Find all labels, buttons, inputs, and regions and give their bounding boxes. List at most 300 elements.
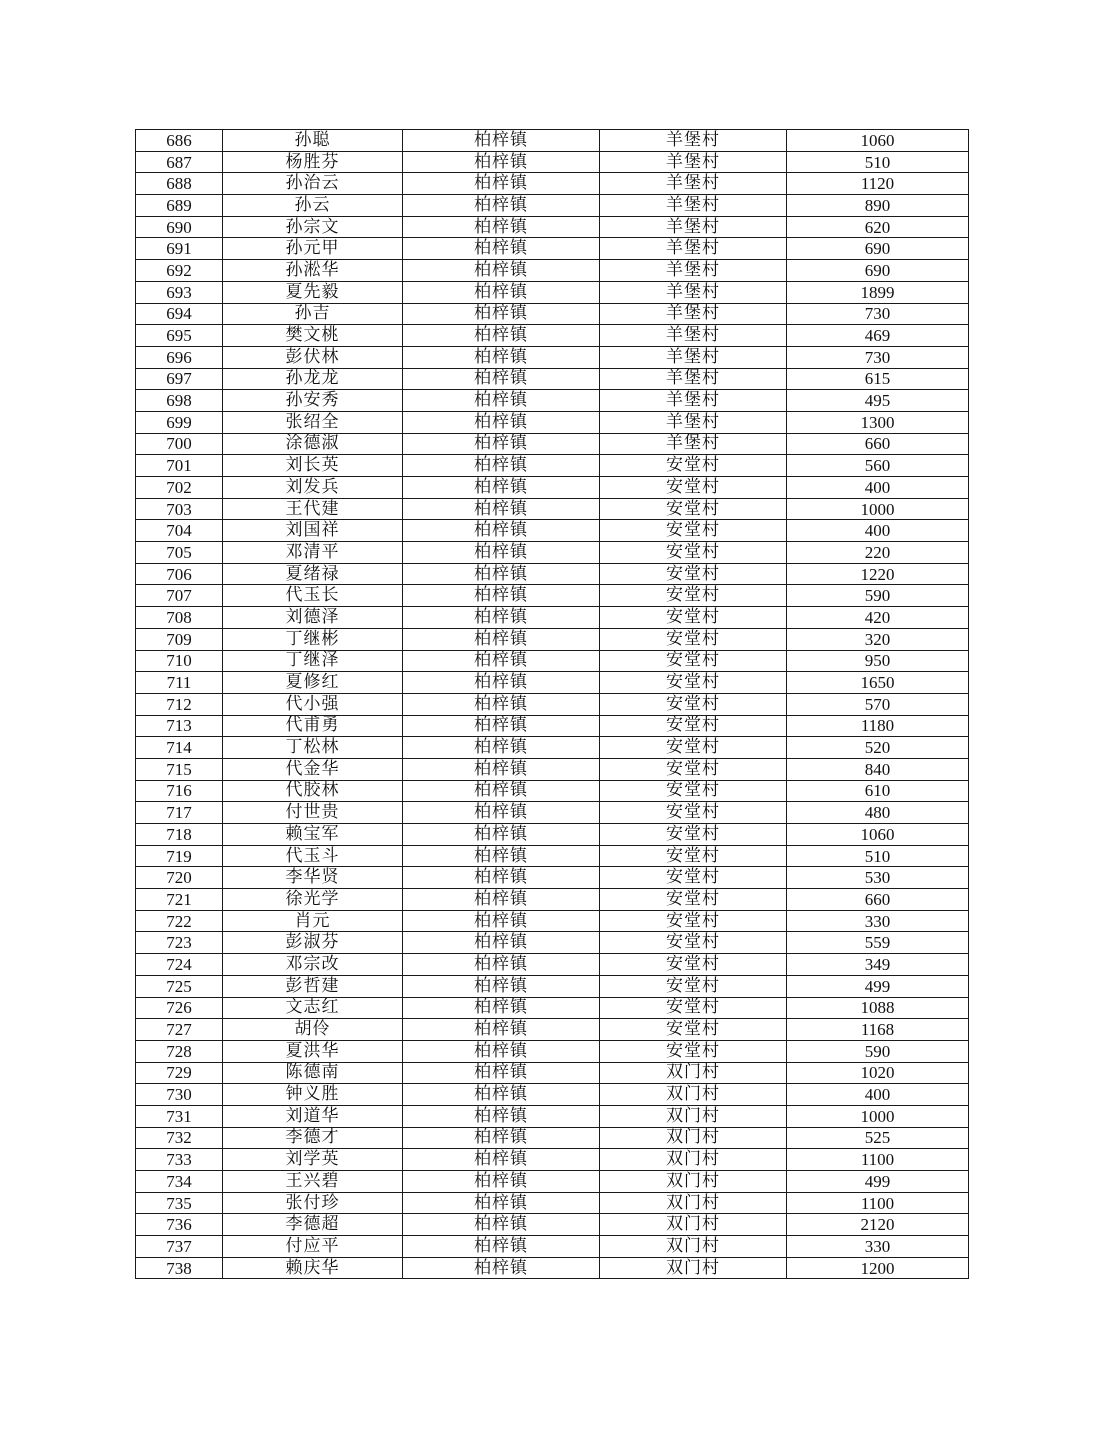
town-cell: 柏梓镇 — [403, 433, 600, 455]
row-number-cell: 713 — [136, 715, 223, 737]
table-row — [136, 195, 969, 217]
name-cell: 孙淞华 — [223, 260, 403, 282]
amount-cell: 620 — [787, 216, 969, 238]
town-cell: 柏梓镇 — [403, 867, 600, 889]
town-cell: 柏梓镇 — [403, 303, 600, 325]
table-row — [136, 1084, 969, 1106]
village-cell: 安堂村 — [600, 498, 787, 520]
row-number-cell: 717 — [136, 802, 223, 824]
town-cell: 柏梓镇 — [403, 1127, 600, 1149]
row-number-cell: 723 — [136, 932, 223, 954]
town-cell: 柏梓镇 — [403, 1019, 600, 1041]
table-row — [136, 368, 969, 390]
name-cell: 孙云 — [223, 195, 403, 217]
town-cell: 柏梓镇 — [403, 411, 600, 433]
table-row — [136, 1019, 969, 1041]
row-number-cell: 737 — [136, 1236, 223, 1258]
town-cell: 柏梓镇 — [403, 498, 600, 520]
table-row — [136, 845, 969, 867]
row-number-cell: 705 — [136, 542, 223, 564]
name-cell: 夏绪禄 — [223, 563, 403, 585]
name-cell: 刘发兵 — [223, 477, 403, 499]
town-cell: 柏梓镇 — [403, 563, 600, 585]
amount-cell: 1088 — [787, 997, 969, 1019]
row-number-cell: 719 — [136, 845, 223, 867]
amount-cell: 559 — [787, 932, 969, 954]
village-cell: 安堂村 — [600, 542, 787, 564]
town-cell: 柏梓镇 — [403, 390, 600, 412]
table-row — [136, 824, 969, 846]
village-cell: 安堂村 — [600, 910, 787, 932]
row-number-cell: 722 — [136, 910, 223, 932]
village-cell: 双门村 — [600, 1062, 787, 1084]
table-row — [136, 1257, 969, 1279]
table-row — [136, 1192, 969, 1214]
name-cell: 涂德淑 — [223, 433, 403, 455]
amount-cell: 469 — [787, 325, 969, 347]
table-row — [136, 325, 969, 347]
village-cell: 安堂村 — [600, 954, 787, 976]
name-cell: 孙宗文 — [223, 216, 403, 238]
table-row — [136, 585, 969, 607]
table-row — [136, 346, 969, 368]
row-number-cell: 697 — [136, 368, 223, 390]
name-cell: 代金华 — [223, 758, 403, 780]
amount-cell: 400 — [787, 477, 969, 499]
town-cell: 柏梓镇 — [403, 997, 600, 1019]
row-number-cell: 718 — [136, 824, 223, 846]
table-row — [136, 910, 969, 932]
village-cell: 羊堡村 — [600, 238, 787, 260]
amount-cell: 420 — [787, 607, 969, 629]
row-number-cell: 688 — [136, 173, 223, 195]
table-row — [136, 628, 969, 650]
name-cell: 孙元甲 — [223, 238, 403, 260]
town-cell: 柏梓镇 — [403, 1084, 600, 1106]
table-row — [136, 802, 969, 824]
name-cell: 刘国祥 — [223, 520, 403, 542]
amount-cell: 510 — [787, 845, 969, 867]
village-cell: 羊堡村 — [600, 303, 787, 325]
row-number-cell: 726 — [136, 997, 223, 1019]
town-cell: 柏梓镇 — [403, 824, 600, 846]
amount-cell: 499 — [787, 975, 969, 997]
amount-cell: 400 — [787, 1084, 969, 1106]
village-cell: 安堂村 — [600, 867, 787, 889]
village-cell: 双门村 — [600, 1171, 787, 1193]
name-cell: 邓清平 — [223, 542, 403, 564]
table-row — [136, 281, 969, 303]
amount-cell: 570 — [787, 693, 969, 715]
village-cell: 安堂村 — [600, 1019, 787, 1041]
amount-cell: 1200 — [787, 1257, 969, 1279]
row-number-cell: 714 — [136, 737, 223, 759]
amount-cell: 730 — [787, 346, 969, 368]
row-number-cell: 709 — [136, 628, 223, 650]
town-cell: 柏梓镇 — [403, 238, 600, 260]
amount-cell: 1650 — [787, 672, 969, 694]
name-cell: 丁松林 — [223, 737, 403, 759]
amount-cell: 1899 — [787, 281, 969, 303]
town-cell: 柏梓镇 — [403, 151, 600, 173]
row-number-cell: 720 — [136, 867, 223, 889]
amount-cell: 330 — [787, 1236, 969, 1258]
name-cell: 彭伏林 — [223, 346, 403, 368]
village-cell: 安堂村 — [600, 997, 787, 1019]
amount-cell: 615 — [787, 368, 969, 390]
row-number-cell: 702 — [136, 477, 223, 499]
table-row — [136, 390, 969, 412]
amount-cell: 1060 — [787, 130, 969, 152]
table-row — [136, 1236, 969, 1258]
name-cell: 彭哲建 — [223, 975, 403, 997]
name-cell: 李华贤 — [223, 867, 403, 889]
amount-cell: 480 — [787, 802, 969, 824]
village-cell: 安堂村 — [600, 758, 787, 780]
name-cell: 彭淑芬 — [223, 932, 403, 954]
row-number-cell: 693 — [136, 281, 223, 303]
table-row — [136, 411, 969, 433]
row-number-cell: 729 — [136, 1062, 223, 1084]
town-cell: 柏梓镇 — [403, 260, 600, 282]
amount-cell: 495 — [787, 390, 969, 412]
village-cell: 羊堡村 — [600, 411, 787, 433]
row-number-cell: 692 — [136, 260, 223, 282]
village-cell: 安堂村 — [600, 824, 787, 846]
table-row — [136, 130, 969, 152]
table-row — [136, 1214, 969, 1236]
row-number-cell: 730 — [136, 1084, 223, 1106]
row-number-cell: 699 — [136, 411, 223, 433]
name-cell: 孙龙龙 — [223, 368, 403, 390]
name-cell: 肖元 — [223, 910, 403, 932]
amount-cell: 520 — [787, 737, 969, 759]
village-cell: 安堂村 — [600, 628, 787, 650]
amount-cell: 590 — [787, 585, 969, 607]
village-cell: 安堂村 — [600, 672, 787, 694]
row-number-cell: 691 — [136, 238, 223, 260]
village-cell: 安堂村 — [600, 1040, 787, 1062]
village-cell: 双门村 — [600, 1214, 787, 1236]
name-cell: 徐光学 — [223, 889, 403, 911]
name-cell: 孙吉 — [223, 303, 403, 325]
row-number-cell: 734 — [136, 1171, 223, 1193]
amount-cell: 1100 — [787, 1149, 969, 1171]
amount-cell: 1168 — [787, 1019, 969, 1041]
amount-cell: 1100 — [787, 1192, 969, 1214]
name-cell: 赖庆华 — [223, 1257, 403, 1279]
name-cell: 王代建 — [223, 498, 403, 520]
row-number-cell: 690 — [136, 216, 223, 238]
name-cell: 樊文桃 — [223, 325, 403, 347]
village-cell: 安堂村 — [600, 737, 787, 759]
table-row — [136, 975, 969, 997]
table-row — [136, 455, 969, 477]
town-cell: 柏梓镇 — [403, 672, 600, 694]
row-number-cell: 711 — [136, 672, 223, 694]
village-cell: 羊堡村 — [600, 325, 787, 347]
table-row — [136, 954, 969, 976]
row-number-cell: 732 — [136, 1127, 223, 1149]
village-cell: 安堂村 — [600, 975, 787, 997]
table-row — [136, 216, 969, 238]
town-cell: 柏梓镇 — [403, 520, 600, 542]
row-number-cell: 728 — [136, 1040, 223, 1062]
village-cell: 安堂村 — [600, 889, 787, 911]
village-cell: 双门村 — [600, 1236, 787, 1258]
table-row — [136, 238, 969, 260]
table-row — [136, 433, 969, 455]
table-row — [136, 758, 969, 780]
name-cell: 赖宝军 — [223, 824, 403, 846]
town-cell: 柏梓镇 — [403, 1149, 600, 1171]
town-cell: 柏梓镇 — [403, 1214, 600, 1236]
town-cell: 柏梓镇 — [403, 975, 600, 997]
table-row — [136, 1040, 969, 1062]
village-cell: 羊堡村 — [600, 130, 787, 152]
name-cell: 刘长英 — [223, 455, 403, 477]
row-number-cell: 731 — [136, 1105, 223, 1127]
amount-cell: 1120 — [787, 173, 969, 195]
amount-cell: 1020 — [787, 1062, 969, 1084]
row-number-cell: 735 — [136, 1192, 223, 1214]
town-cell: 柏梓镇 — [403, 1257, 600, 1279]
amount-cell: 690 — [787, 260, 969, 282]
table-row — [136, 542, 969, 564]
town-cell: 柏梓镇 — [403, 910, 600, 932]
table-row — [136, 477, 969, 499]
amount-cell: 220 — [787, 542, 969, 564]
table-row — [136, 607, 969, 629]
row-number-cell: 736 — [136, 1214, 223, 1236]
name-cell: 胡伶 — [223, 1019, 403, 1041]
table-row — [136, 889, 969, 911]
name-cell: 代胶林 — [223, 780, 403, 802]
town-cell: 柏梓镇 — [403, 1062, 600, 1084]
name-cell: 夏洪华 — [223, 1040, 403, 1062]
name-cell: 代玉长 — [223, 585, 403, 607]
village-cell: 安堂村 — [600, 650, 787, 672]
town-cell: 柏梓镇 — [403, 585, 600, 607]
amount-cell: 510 — [787, 151, 969, 173]
village-cell: 羊堡村 — [600, 346, 787, 368]
name-cell: 孙治云 — [223, 173, 403, 195]
name-cell: 代甫勇 — [223, 715, 403, 737]
name-cell: 丁继彬 — [223, 628, 403, 650]
amount-cell: 690 — [787, 238, 969, 260]
town-cell: 柏梓镇 — [403, 130, 600, 152]
row-number-cell: 703 — [136, 498, 223, 520]
village-cell: 羊堡村 — [600, 368, 787, 390]
town-cell: 柏梓镇 — [403, 346, 600, 368]
amount-cell: 525 — [787, 1127, 969, 1149]
roster-table — [135, 129, 969, 1279]
table-row — [136, 520, 969, 542]
name-cell: 刘德泽 — [223, 607, 403, 629]
village-cell: 安堂村 — [600, 607, 787, 629]
village-cell: 双门村 — [600, 1192, 787, 1214]
amount-cell: 660 — [787, 433, 969, 455]
row-number-cell: 689 — [136, 195, 223, 217]
table-row — [136, 650, 969, 672]
row-number-cell: 698 — [136, 390, 223, 412]
row-number-cell: 733 — [136, 1149, 223, 1171]
town-cell: 柏梓镇 — [403, 802, 600, 824]
row-number-cell: 716 — [136, 780, 223, 802]
name-cell: 夏修红 — [223, 672, 403, 694]
row-number-cell: 695 — [136, 325, 223, 347]
village-cell: 羊堡村 — [600, 151, 787, 173]
amount-cell: 590 — [787, 1040, 969, 1062]
village-cell: 安堂村 — [600, 563, 787, 585]
village-cell: 安堂村 — [600, 715, 787, 737]
table-row — [136, 932, 969, 954]
row-number-cell: 686 — [136, 130, 223, 152]
town-cell: 柏梓镇 — [403, 932, 600, 954]
table-row — [136, 1171, 969, 1193]
village-cell: 安堂村 — [600, 477, 787, 499]
table-row — [136, 1062, 969, 1084]
table-row — [136, 715, 969, 737]
town-cell: 柏梓镇 — [403, 1040, 600, 1062]
village-cell: 羊堡村 — [600, 195, 787, 217]
name-cell: 邓宗改 — [223, 954, 403, 976]
village-cell: 羊堡村 — [600, 390, 787, 412]
name-cell: 付世贵 — [223, 802, 403, 824]
village-cell: 安堂村 — [600, 802, 787, 824]
town-cell: 柏梓镇 — [403, 1236, 600, 1258]
amount-cell: 1000 — [787, 1105, 969, 1127]
village-cell: 羊堡村 — [600, 173, 787, 195]
town-cell: 柏梓镇 — [403, 1171, 600, 1193]
amount-cell: 840 — [787, 758, 969, 780]
village-cell: 安堂村 — [600, 932, 787, 954]
amount-cell: 730 — [787, 303, 969, 325]
town-cell: 柏梓镇 — [403, 693, 600, 715]
row-number-cell: 687 — [136, 151, 223, 173]
row-number-cell: 738 — [136, 1257, 223, 1279]
row-number-cell: 707 — [136, 585, 223, 607]
town-cell: 柏梓镇 — [403, 542, 600, 564]
row-number-cell: 708 — [136, 607, 223, 629]
table-row — [136, 867, 969, 889]
row-number-cell: 724 — [136, 954, 223, 976]
amount-cell: 1180 — [787, 715, 969, 737]
name-cell: 刘学英 — [223, 1149, 403, 1171]
town-cell: 柏梓镇 — [403, 368, 600, 390]
row-number-cell: 696 — [136, 346, 223, 368]
table-row — [136, 997, 969, 1019]
row-number-cell: 694 — [136, 303, 223, 325]
amount-cell: 1220 — [787, 563, 969, 585]
name-cell: 王兴碧 — [223, 1171, 403, 1193]
name-cell: 刘道华 — [223, 1105, 403, 1127]
village-cell: 安堂村 — [600, 693, 787, 715]
table-row — [136, 672, 969, 694]
table-row — [136, 173, 969, 195]
table-row — [136, 1105, 969, 1127]
town-cell: 柏梓镇 — [403, 1105, 600, 1127]
town-cell: 柏梓镇 — [403, 650, 600, 672]
village-cell: 羊堡村 — [600, 281, 787, 303]
name-cell: 陈德南 — [223, 1062, 403, 1084]
table-row — [136, 693, 969, 715]
row-number-cell: 710 — [136, 650, 223, 672]
amount-cell: 1300 — [787, 411, 969, 433]
village-cell: 双门村 — [600, 1149, 787, 1171]
name-cell: 钟义胜 — [223, 1084, 403, 1106]
village-cell: 双门村 — [600, 1257, 787, 1279]
amount-cell: 330 — [787, 910, 969, 932]
village-cell: 安堂村 — [600, 455, 787, 477]
table-row — [136, 780, 969, 802]
village-cell: 安堂村 — [600, 520, 787, 542]
name-cell: 孙聪 — [223, 130, 403, 152]
town-cell: 柏梓镇 — [403, 737, 600, 759]
name-cell: 付应平 — [223, 1236, 403, 1258]
town-cell: 柏梓镇 — [403, 216, 600, 238]
village-cell: 安堂村 — [600, 585, 787, 607]
row-number-cell: 727 — [136, 1019, 223, 1041]
amount-cell: 1060 — [787, 824, 969, 846]
village-cell: 安堂村 — [600, 780, 787, 802]
name-cell: 杨胜芬 — [223, 151, 403, 173]
row-number-cell: 715 — [136, 758, 223, 780]
town-cell: 柏梓镇 — [403, 607, 600, 629]
amount-cell: 1000 — [787, 498, 969, 520]
name-cell: 李德才 — [223, 1127, 403, 1149]
name-cell: 丁继泽 — [223, 650, 403, 672]
name-cell: 孙安秀 — [223, 390, 403, 412]
name-cell: 文志红 — [223, 997, 403, 1019]
village-cell: 双门村 — [600, 1127, 787, 1149]
amount-cell: 2120 — [787, 1214, 969, 1236]
table-row — [136, 563, 969, 585]
village-cell: 羊堡村 — [600, 433, 787, 455]
town-cell: 柏梓镇 — [403, 325, 600, 347]
row-number-cell: 700 — [136, 433, 223, 455]
village-cell: 羊堡村 — [600, 216, 787, 238]
amount-cell: 530 — [787, 867, 969, 889]
row-number-cell: 721 — [136, 889, 223, 911]
town-cell: 柏梓镇 — [403, 715, 600, 737]
table-row — [136, 1149, 969, 1171]
amount-cell: 890 — [787, 195, 969, 217]
table-row — [136, 151, 969, 173]
name-cell: 夏先毅 — [223, 281, 403, 303]
village-cell: 安堂村 — [600, 845, 787, 867]
town-cell: 柏梓镇 — [403, 195, 600, 217]
village-cell: 双门村 — [600, 1084, 787, 1106]
town-cell: 柏梓镇 — [403, 455, 600, 477]
amount-cell: 610 — [787, 780, 969, 802]
town-cell: 柏梓镇 — [403, 780, 600, 802]
row-number-cell: 725 — [136, 975, 223, 997]
table-row — [136, 737, 969, 759]
name-cell: 代小强 — [223, 693, 403, 715]
row-number-cell: 706 — [136, 563, 223, 585]
name-cell: 张绍全 — [223, 411, 403, 433]
town-cell: 柏梓镇 — [403, 477, 600, 499]
amount-cell: 400 — [787, 520, 969, 542]
amount-cell: 660 — [787, 889, 969, 911]
amount-cell: 560 — [787, 455, 969, 477]
name-cell: 张付珍 — [223, 1192, 403, 1214]
town-cell: 柏梓镇 — [403, 758, 600, 780]
name-cell: 代玉斗 — [223, 845, 403, 867]
table-row — [136, 1127, 969, 1149]
town-cell: 柏梓镇 — [403, 1192, 600, 1214]
